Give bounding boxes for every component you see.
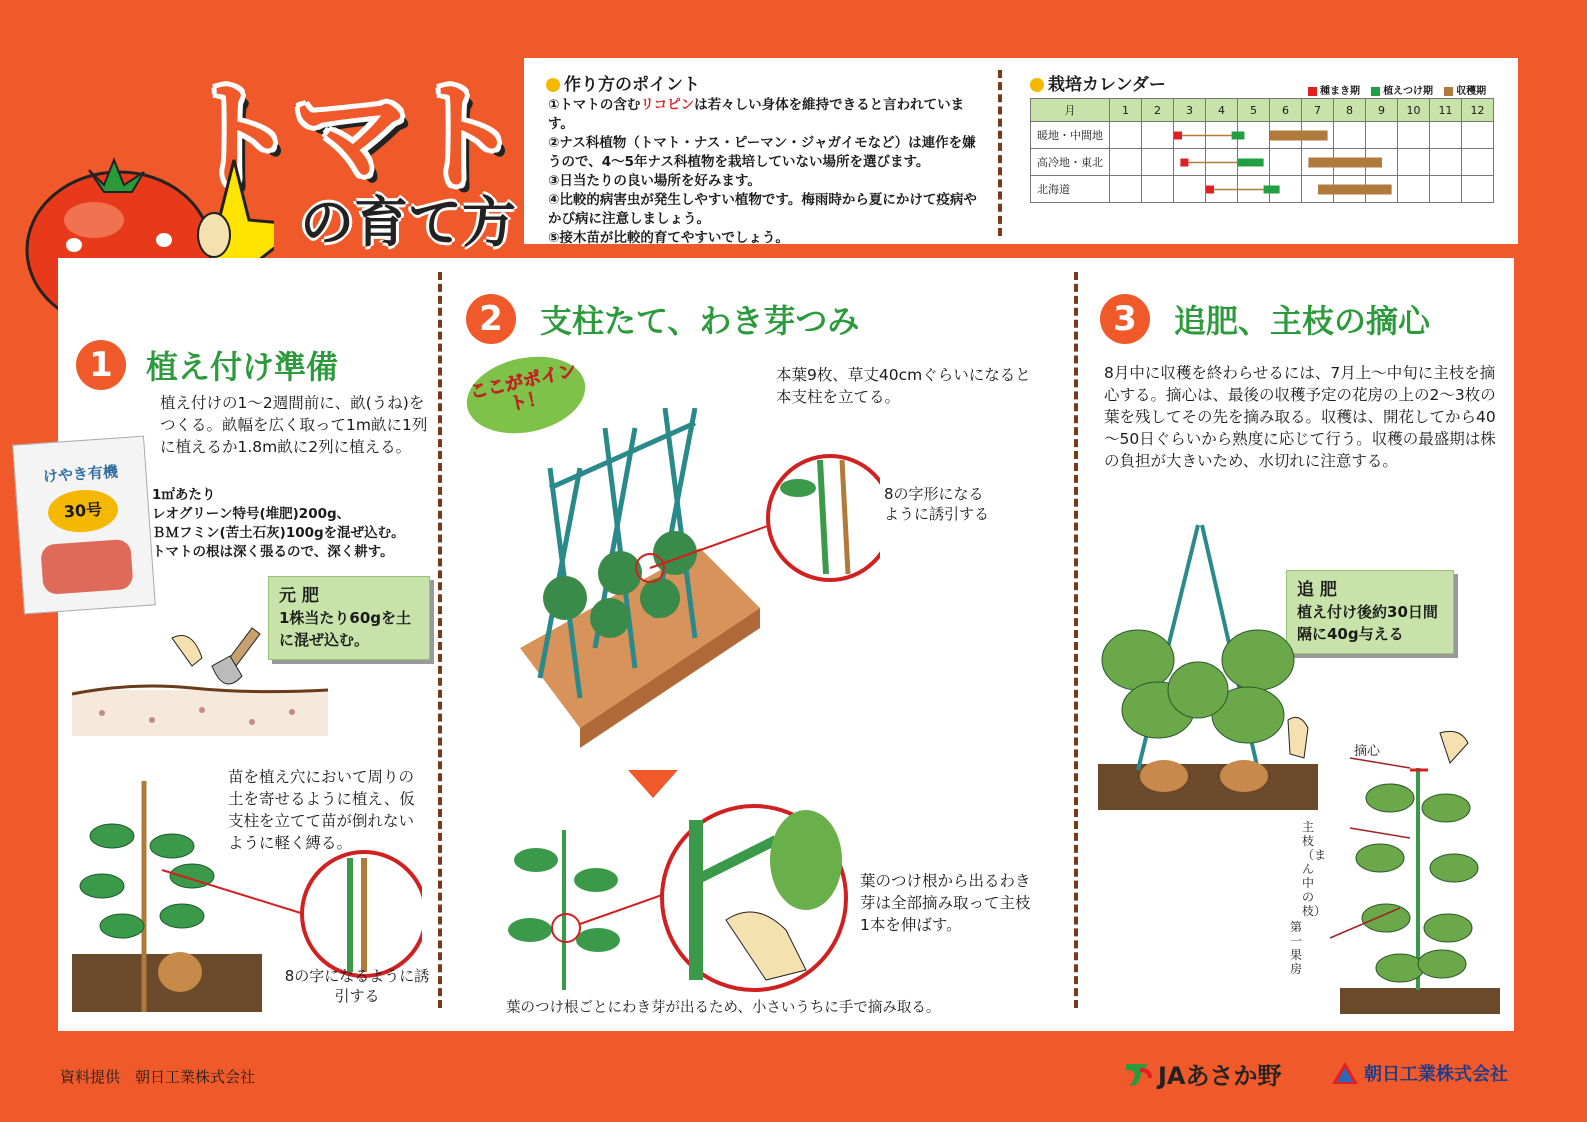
note-line: トマトの根は深く張るので、深く耕す。 bbox=[152, 544, 394, 560]
step-number: 3 bbox=[1100, 294, 1150, 344]
box-text: 植え付け後約30日間隔に40g与える bbox=[1297, 603, 1438, 643]
month-header: 2 bbox=[1142, 99, 1174, 122]
month-header: 7 bbox=[1302, 99, 1334, 122]
note-line: 1㎡あたり bbox=[152, 487, 216, 503]
harvest-legend-icon bbox=[1444, 87, 1453, 96]
side-shoot-caption: 葉のつけ根ごとにわき芽が出るため、小さいうちに手で摘み取る。 bbox=[506, 1000, 941, 1016]
first-fruit-label: 第一果房 bbox=[1290, 920, 1303, 976]
month-header: 8 bbox=[1334, 99, 1366, 122]
month-header: 10 bbox=[1398, 99, 1430, 122]
ja-logo bbox=[1122, 1056, 1282, 1091]
month-header: 6 bbox=[1270, 99, 1302, 122]
soil-shovel-illustration bbox=[72, 618, 328, 738]
month-header: 4 bbox=[1206, 99, 1238, 122]
points-list bbox=[548, 96, 988, 248]
calendar-row bbox=[1031, 149, 1494, 176]
ja-logo-icon bbox=[1122, 1058, 1154, 1090]
box-title: 元 肥 bbox=[279, 586, 319, 606]
point-item: ③日当たりの良い場所を好みます。 bbox=[548, 173, 761, 189]
page-subtitle: の育て方 bbox=[300, 191, 516, 254]
tie-caption: 8の字形になるように誘引する bbox=[884, 485, 990, 523]
point-badge: ここがポイント！ bbox=[460, 346, 593, 443]
down-arrow-icon bbox=[628, 770, 678, 798]
points-heading: 作り方のポイント bbox=[546, 70, 700, 95]
step-title: 追肥、主枝の摘心 bbox=[1174, 302, 1431, 340]
divider bbox=[438, 272, 442, 1008]
bag-number: 30号 bbox=[47, 488, 120, 535]
main-stem-label: 主枝（まん中の枝） bbox=[1302, 820, 1327, 918]
ja-logo-text: JAあさか野 bbox=[1158, 1062, 1282, 1090]
month-header: 1 bbox=[1110, 99, 1142, 122]
point-item: ①トマトの含むリコピンは若々しい身体を維持できると言われています。 bbox=[548, 97, 965, 132]
asahi-logo-text: 朝日工業株式会社 bbox=[1364, 1064, 1508, 1085]
asahi-logo bbox=[1330, 1060, 1508, 1086]
stakes-illustration bbox=[480, 408, 880, 748]
note-line: ＢＭフミン(苦土石灰)100gを混ぜ込む。 bbox=[152, 525, 405, 541]
bullet-icon bbox=[1030, 78, 1044, 92]
planting-text: 苗を植え穴において周りの土を寄せるように植え、仮支柱を立てて苗が倒れないように軽く縛る。 bbox=[228, 768, 415, 852]
box-text: 1株当たり60gを土に混ぜ込む。 bbox=[279, 609, 412, 649]
tie-caption: 8の字になるように誘引する bbox=[284, 967, 430, 1005]
calendar-header-row bbox=[1031, 99, 1494, 122]
step-text: 植え付けの1～2週間前に、畝(うね)をつくる。畝幅を広く取って1m畝に1列に植えるか1.8m畝に2列に植える。 bbox=[160, 394, 428, 456]
calendar-row bbox=[1031, 176, 1494, 203]
page-title: トマト bbox=[180, 68, 517, 206]
box-title: 追 肥 bbox=[1297, 580, 1337, 600]
fertilizer-note bbox=[152, 486, 434, 562]
sow-legend-icon bbox=[1308, 87, 1317, 96]
month-header: 3 bbox=[1174, 99, 1206, 122]
step-number: 2 bbox=[466, 294, 516, 344]
calendar-legend: 種まき期 植えつけ期 収穫期 bbox=[1300, 82, 1486, 97]
point-item: ②ナス科植物（トマト・ナス・ピーマン・ジャガイモなど）は連作を嫌うので、4～5年ナス科植物を栽培していない場所を選びます。 bbox=[548, 135, 976, 170]
step-title: 支柱たて、わき芽つみ bbox=[540, 302, 860, 340]
source-credit: 資料提供 朝日工業株式会社 bbox=[60, 1068, 256, 1086]
pinching-plant-illustration bbox=[1330, 728, 1500, 1016]
note-line: レオグリーン特号(堆肥)200g、 bbox=[152, 506, 351, 522]
month-header: 月 bbox=[1031, 99, 1110, 122]
side-shoot-illustration bbox=[486, 800, 856, 1000]
region-label: 暖地・中間地 bbox=[1031, 122, 1110, 149]
month-header: 9 bbox=[1366, 99, 1398, 122]
calendar-row bbox=[1031, 122, 1494, 149]
bag-label: けやき有機 bbox=[42, 462, 119, 486]
point-item: ⑤接木苗が比較的育てやすいでしょう。 bbox=[548, 230, 789, 246]
month-header: 12 bbox=[1462, 99, 1494, 122]
point-item: ④比較的病害虫が発生しやすい植物です。梅雨時から夏にかけて疫病やかび病に注意しましょう。 bbox=[548, 192, 977, 227]
step-text: 8月中に収穫を終わらせるには、7月上～中旬に主枝を摘心する。摘心は、最後の収穫予定の花房の上の2～3枚の葉を残してその先を摘み取る。収穫は、開花してから40～50日ぐらいから熟度に応じて行う。収穫の最盛期は株の負担が大きいため、水切れに注意する。 bbox=[1104, 364, 1496, 470]
topdress-plant-illustration bbox=[1098, 520, 1318, 812]
divider bbox=[1074, 272, 1078, 1008]
bullet-icon bbox=[546, 78, 560, 92]
plant-legend-icon bbox=[1371, 87, 1380, 96]
asahi-logo-icon bbox=[1330, 1060, 1360, 1086]
step-title: 植え付け準備 bbox=[146, 348, 339, 386]
divider bbox=[998, 70, 1002, 236]
side-shoot-text: 葉のつけ根から出るわき芽は全部摘み取って主枝1本を伸ばす。 bbox=[860, 872, 1031, 934]
pinch-label: 摘心 bbox=[1354, 744, 1381, 759]
calendar-heading: 栽培カレンダー bbox=[1030, 70, 1166, 95]
calendar-table bbox=[1030, 98, 1494, 203]
step-text: 本葉9枚、草丈40cmぐらいになると本支柱を立てる。 bbox=[776, 366, 1031, 406]
step-number: 1 bbox=[76, 340, 126, 390]
region-label: 高冷地・東北 bbox=[1031, 149, 1110, 176]
fertilizer-bag-image bbox=[12, 436, 156, 615]
month-header: 11 bbox=[1430, 99, 1462, 122]
region-label: 北海道 bbox=[1031, 176, 1110, 203]
month-header: 5 bbox=[1238, 99, 1270, 122]
